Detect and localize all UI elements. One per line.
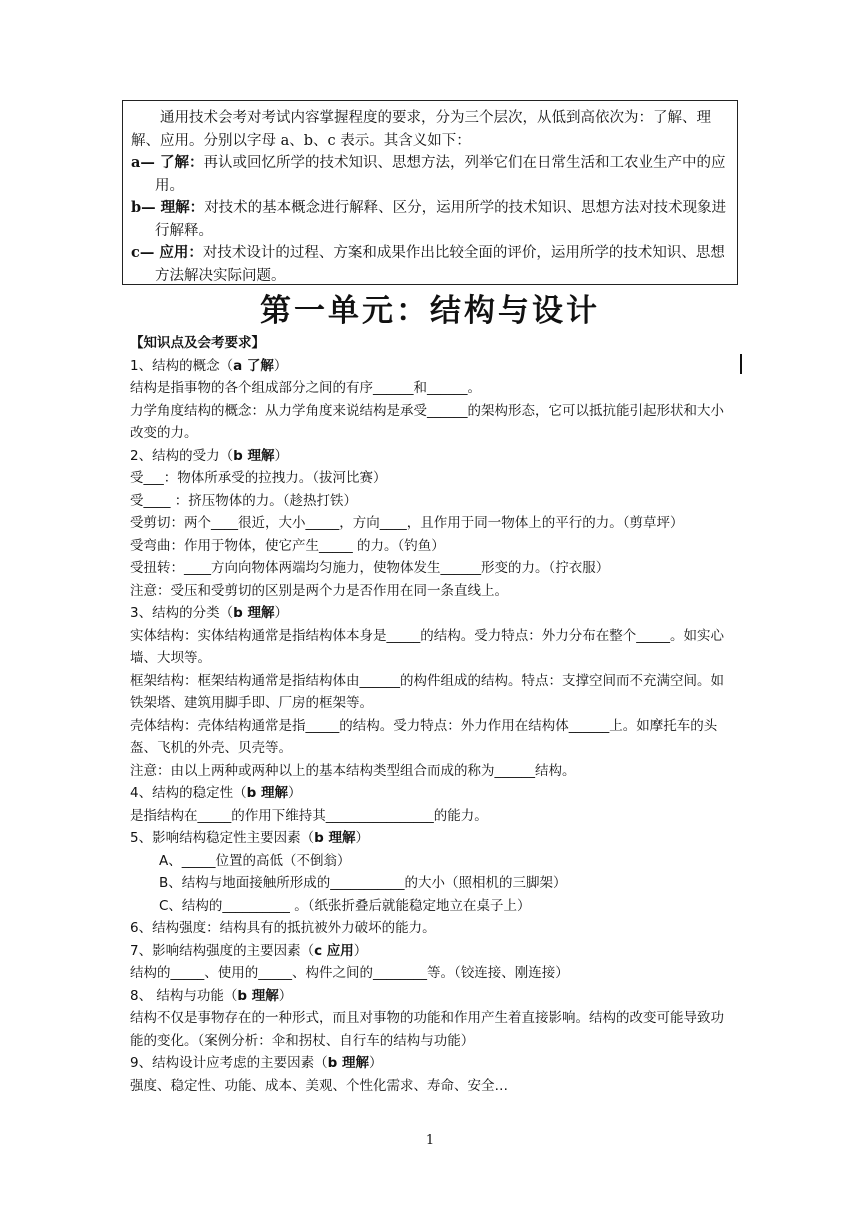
section-3-title: 3、结构的分类（b 理解） [130,605,288,621]
requirement-levels-box [122,100,738,285]
section-2-line: 受弯曲：作用于物体，使它产生_____ 的力。（钓鱼） [130,537,445,554]
level-b-definition [131,197,729,242]
level-c-text: 对技术设计的过程、方案和成果作出比较全面的评价，运用所学的技术知识、思想方法解决实际问题。 [155,245,725,284]
section-3-line: 壳体结构：壳体结构通常是指_____的结构。受力特点：外力作用在结构体______上。如摩托车的头盔、飞机的外壳、贝壳等。 [130,717,718,756]
level-b-head: b— 理解： [131,199,205,216]
section-5-item-c: C、结构的__________ 。（纸张折叠后就能稳定地立在桌子上） [159,897,531,914]
section-7-line: 结构的_____、使用的_____、构件之间的________等。（铰连接、刚连接） [130,965,569,981]
intro-paragraph: 通用技术会考对考试内容掌握程度的要求，分为三个层次，从低到高依次为：了解、理解、应用。分别以字母 a、b、c 表示。其含义如下： [131,110,711,149]
section-2-title: 2、结构的受力（b 理解） [130,447,288,464]
section-5-item-a: A、_____位置的高低（不倒翁） [159,852,351,869]
section-1-line: 力学角度结构的概念：从力学角度来说结构是承受______的架构形态，它可以抵抗能引起形状和大小改变的力。 [130,402,724,441]
level-tag: b 理解 [237,987,279,1004]
section-5-title: 5、影响结构稳定性主要因素（b 理解） [130,830,369,846]
knowledge-header: 【知识点及会考要求】 [130,335,265,351]
level-tag: b 理解 [246,785,288,801]
section-2-line: 受剪切：两个____很近，大小_____，方向____，且作用于同一物体上的平行的力。（剪草坪） [130,515,684,531]
section-1-line: 结构是指事物的各个组成部分之间的有序______和______。 [130,380,481,396]
level-tag: b 理解 [233,447,275,464]
section-4-title: 4、结构的稳定性（b 理解） [130,785,302,801]
section-9-title: 9、结构设计应考虑的主要因素（b 理解） [130,1055,383,1071]
section-7-title: 7、影响结构强度的主要因素（c 应用） [130,942,368,959]
section-5-item-b: B、结构与地面接触所形成的___________的大小（照相机的三脚架） [159,875,567,891]
level-a-text: 再认或回忆所学的技术知识、思想方法，列举它们在日常生活和工农业生产中的应用。 [155,155,726,194]
section-4-line: 是指结构在_____的作用下维持其________________的能力。 [130,807,488,824]
level-tag: a 了解 [233,357,274,374]
section-2-line: 受____ ：挤压物体的力。（趁热打铁） [130,492,358,509]
level-tag: b 理解 [314,830,356,846]
level-a-definition [131,152,729,197]
level-c-definition [131,242,729,287]
level-b-text: 对技术的基本概念进行解释、区分，运用所学的技术知识、思想方法对技术现象进行解释。 [155,200,727,239]
section-8-title: 8、 结构与功能（b 理解） [130,987,293,1004]
knowledge-points [130,332,734,1097]
level-tag: b 理解 [327,1055,369,1071]
level-c-head: c— 应用： [131,244,203,261]
section-6-title: 6、结构强度：结构具有的抵抗被外力破坏的能力。 [130,920,436,936]
section-3-line: 框架结构：框架结构通常是指结构体由______的构件组成的结构。特点：支撑空间而不充满空间。如铁架塔、建筑用脚手即、厂房的框架等。 [130,672,724,711]
section-2-line: 受___：物体所承受的拉拽力。（拔河比赛） [130,470,387,486]
level-tag: c 应用 [314,942,354,959]
section-1-title: 1、结构的概念（a 了解） [130,357,288,374]
level-tag: b 理解 [233,605,275,621]
page-number: 1 [425,1133,435,1148]
text-cursor [740,354,742,374]
unit-title: 第一单元：结构与设计 [260,293,600,329]
section-2-line: 注意：受压和受剪切的区别是两个力是否作用在同一条直线上。 [130,582,508,599]
section-8-line: 结构不仅是事物存在的一种形式，而且对事物的功能和作用产生着直接影响。结构的改变可能导致功能的变化。（案例分析：伞和拐杖、自行车的结构与功能） [130,1010,724,1049]
section-3-line: 实体结构：实体结构通常是指结构体本身是_____的结构。受力特点：外力分布在整个_____。如实心墙、大坝等。 [130,627,724,666]
level-a-head: a— 了解： [131,154,204,171]
section-3-line: 注意：由以上两种或两种以上的基本结构类型组合而成的称为______结构。 [130,762,576,779]
section-9-line: 强度、稳定性、功能、成本、美观、个性化需求、寿命、安全… [130,1077,508,1094]
section-2-line: 受扭转：____方向向物体两端均匀施力，使物体发生______形变的力。（拧衣服） [130,560,610,576]
